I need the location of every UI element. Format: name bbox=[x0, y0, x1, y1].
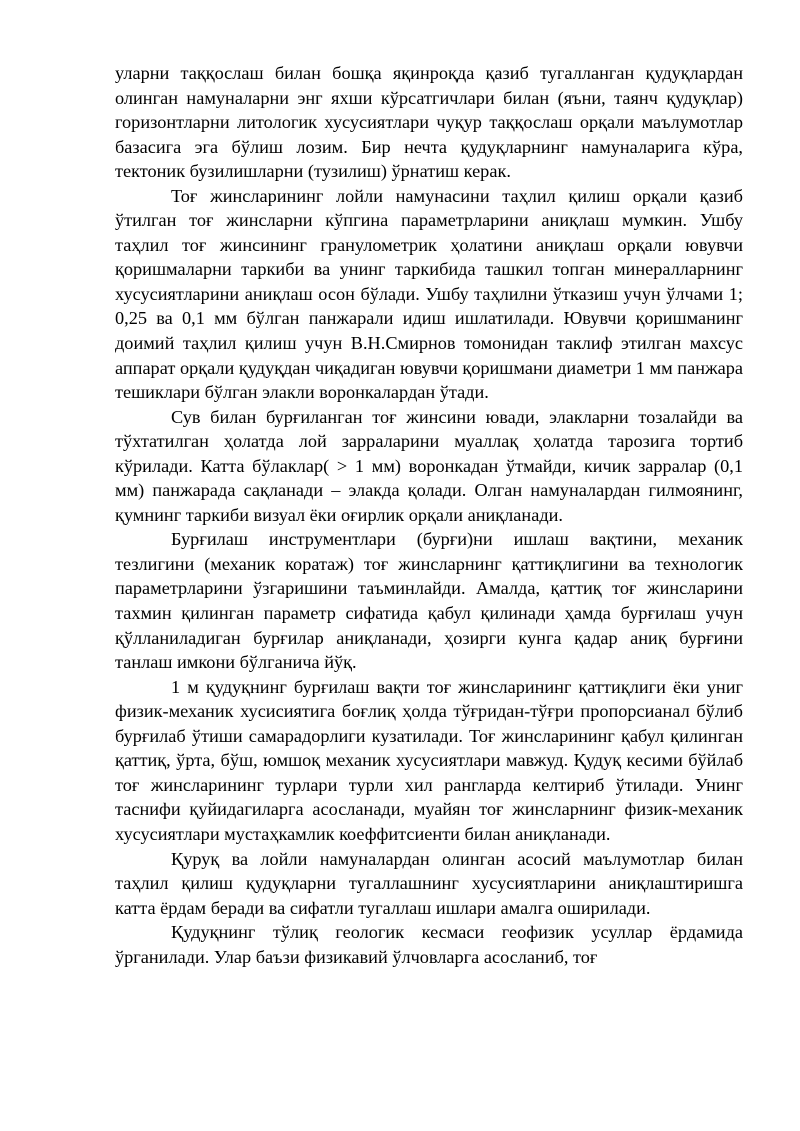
paragraph-2: Тоғ жинсларининг лойли намунасини таҳлил қилиш орқали қазиб ўтилган тоғ жинсларни кўпгина параметрларини аниқлаш мумкин. Ушбу таҳлил тоғ жинсининг гранулометрик ҳолатини аниқлаш орқали ювувчи қоришмаларни таркиби ва унинг таркибида ташкил топган минералларнинг хусусиятларини аниқлаш осон бўлади. Ушбу таҳлилни ўтказиш учун ўлчами 1; 0,25 ва 0,1 мм бўлган панжарали идиш ишлатилади. Ювувчи қоришманинг доимий таҳлил қилиш учун В.Н.Смирнов томонидан таклиф этилган махсус аппарат орқали қудуқдан чиқадиган ювувчи қоришмани диаметри 1 мм панжара тешиклари бўлган элакли воронкалардан ўтади. bbox=[115, 185, 743, 403]
paragraph-1: уларни таққослаш билан бошқа яқинроқда қазиб тугалланган қудуқлардан олинган намуналарни энг яхши кўрсатгичлари билан (яъни, таянч қудуқлар) горизонтларни литологик хусусиятлари чуқур таққослаш орқали маълумотлар базасига эга бўлиш лозим. Бир нечта қудуқларнинг намуналарига кўра, тектоник бузилишларни (тузилиш) ўрнатиш керак. bbox=[115, 63, 743, 182]
paragraph-3: Сув билан бурғиланган тоғ жинсини ювади, элакларни тозалайди ва тўхтатилган ҳолатда лой зарраларини муаллақ ҳолатда тарозига тортиб кўрилади. Катта бўлаклар( > 1 мм) воронкадан ўтмайди, кичик зарралар (0,1 мм) панжарада сақланади – элакда қолади. Олган намуналардан гилмоянинг, қумнинг таркиби визуал ёки оғирлик орқали аниқланади. bbox=[115, 406, 743, 525]
paragraph-6: Қуруқ ва лойли намуналардан олинган асосий маълумотлар билан таҳлил қилиш қудуқларни тугаллашнинг хусусиятларини аниқлаштиришга катта ёрдам беради ва сифатли тугаллаш ишлари амалга оширилади. bbox=[115, 848, 743, 918]
paragraph-5: 1 м қудуқнинг бурғилаш вақти тоғ жинсларининг қаттиқлиги ёки униг физик-механик хусисиятига боғлиқ ҳолда тўғридан-тўғри пропорсианал бўлиб бурғилаб ўтиши самарадорлиги кузатилади. Тоғ жинсларининг қабул қилинган қаттиқ, ўрта, бўш, юмшоқ механик хусусиятлари мавжуд. Қудуқ кесими бўйлаб тоғ жинсларининг турлари турли хил рангларда келтириб ўтилади. Унинг таснифи қуйидагиларга асосланади, муайян тоғ жинсларнинг физик-механик хусусиятлари мустаҳкамлик коеффитсиенти билан аниқланади. bbox=[115, 676, 743, 844]
paragraph-7: Қудуқнинг тўлиқ геологик кесмаси геофизик усуллар ёрдамида ўрганилади. Улар баъзи физикавий ўлчовларга асосланиб, тоғ bbox=[115, 922, 743, 967]
paragraph-4: Бурғилаш инструментлари (бурғи)ни ишлаш вақтини, механик тезлигини (механик коратаж) тоғ жинсларнинг қаттиқлигини ва технологик параметрларини ўзгаришини таъминлайди. Амалда, қаттиқ тоғ жинсларини тахмин қилинган параметр сифатида қабул қилинади ҳамда бурғилаш учун қўлланиладиган бурғилар аниқланади, ҳозирги кунга қадар аниқ бурғини танлаш имкони бўлганича йўқ. bbox=[115, 529, 743, 673]
document-page bbox=[115, 61, 743, 969]
